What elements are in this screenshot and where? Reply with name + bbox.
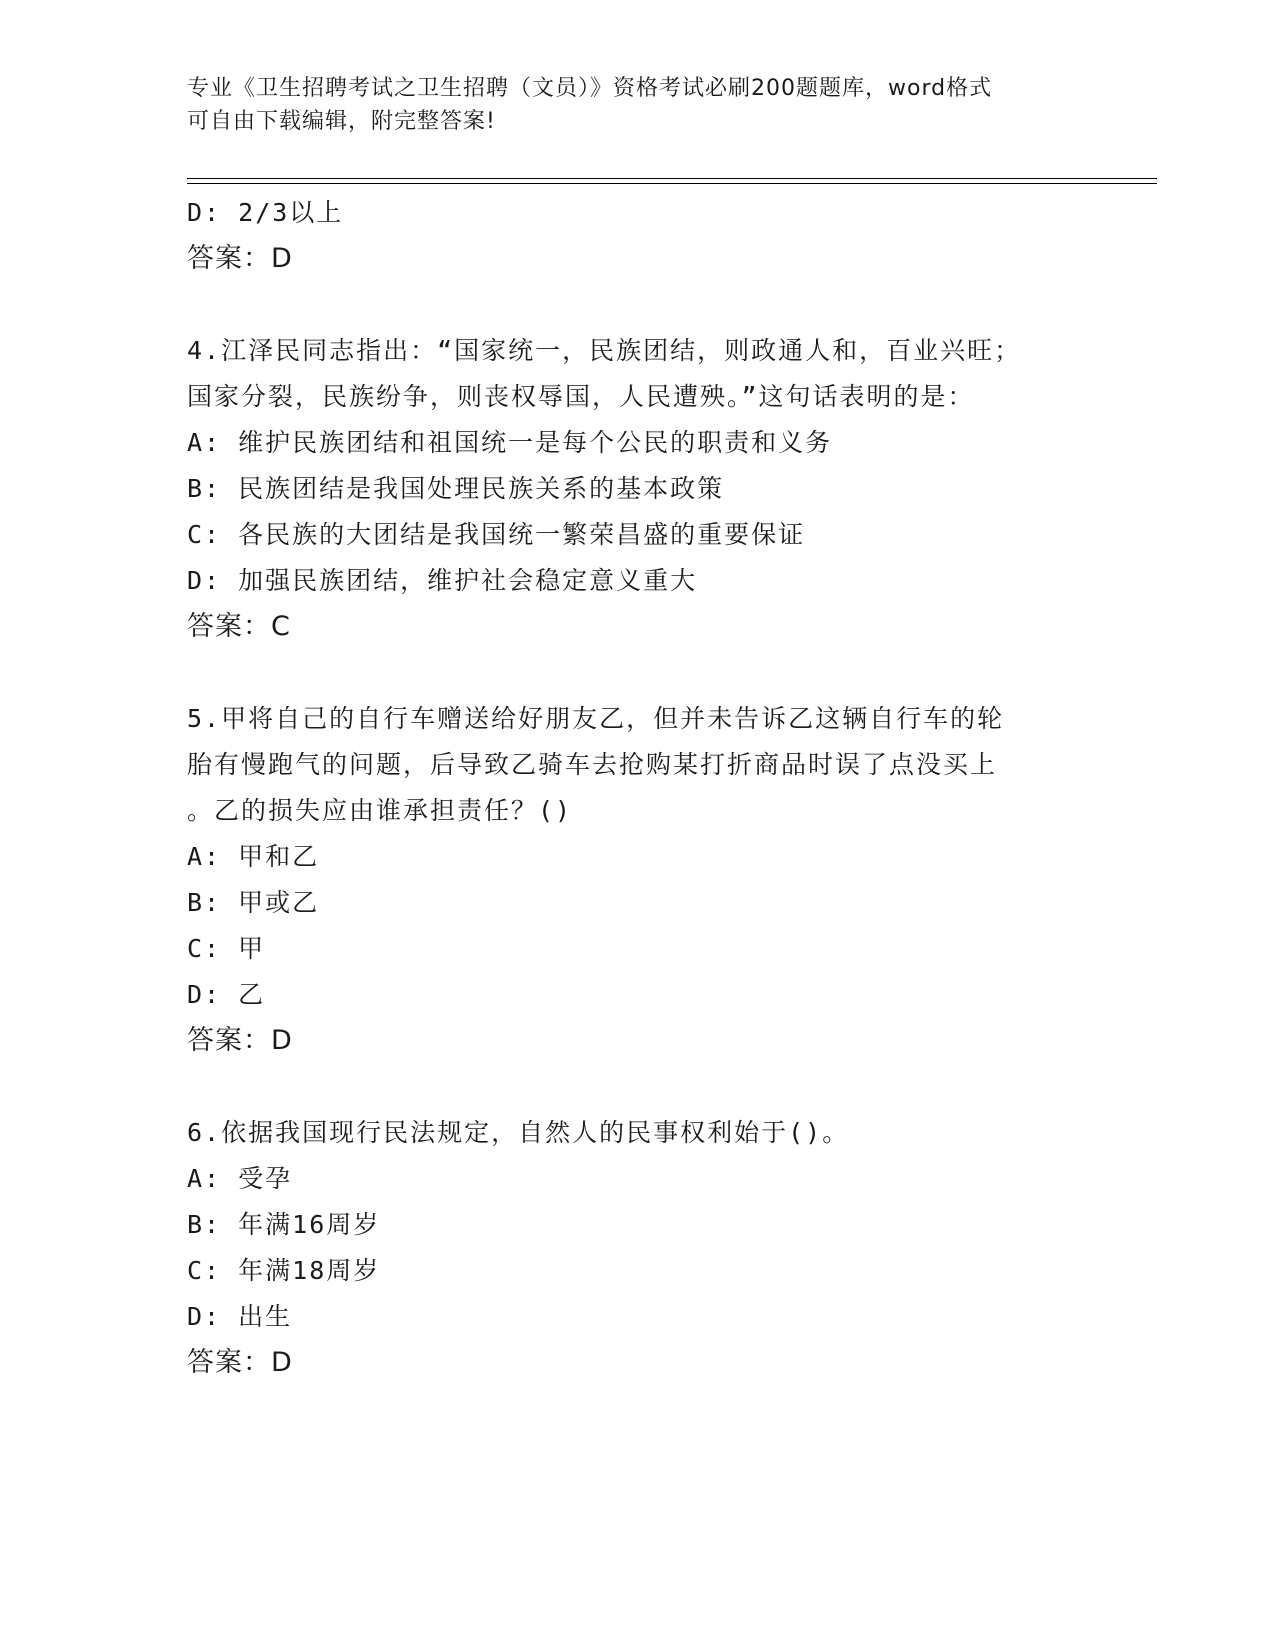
header-line-2: 可自由下载编辑，附完整答案! (187, 109, 496, 134)
q5-answer: 答案：D (187, 1025, 293, 1056)
q5-stem-line-1: 5.甲将自己的自行车赠送给好朋友乙，但并未告诉乙这辆自行车的轮 (187, 704, 1005, 733)
spacer (187, 1064, 1167, 1110)
header-divider-bottom (187, 183, 1157, 184)
q4-stem-line-2: 国家分裂，民族纷争，则丧权辱国，人民遭殃。”这句话表明的是： (187, 382, 975, 411)
page-header (187, 72, 1087, 138)
header-line-1: 专业《卫生招聘考试之卫生招聘（文员）》资格考试必刷200题题库，word格式 (187, 76, 993, 101)
q6-stem-line-1: 6.依据我国现行民法规定，自然人的民事权利始于()。 (187, 1118, 850, 1147)
header-divider-top (187, 178, 1157, 179)
q4-stem-line-1: 4.江泽民同志指出：“国家统一，民族团结，则政通人和，百业兴旺； (187, 336, 1022, 365)
q6-answer: 答案：D (187, 1347, 293, 1378)
q4-option-b: B: 民族团结是我国处理民族关系的基本政策 (187, 474, 725, 503)
q4-option-c: C: 各民族的大团结是我国统一繁荣昌盛的重要保证 (187, 520, 806, 549)
prev-answer: 答案：D (187, 243, 293, 274)
spacer (187, 282, 1167, 328)
q5-option-c: C: 甲 (187, 934, 266, 963)
q5-stem-line-2: 胎有慢跑气的问题，后导致乙骑车去抢购某打折商品时误了点没买上 (187, 750, 998, 779)
spacer (187, 650, 1167, 696)
q6-option-b: B: 年满16周岁 (187, 1210, 381, 1239)
q4-answer: 答案：C (187, 611, 291, 642)
q6-option-d: D: 出生 (187, 1302, 293, 1331)
q5-option-d: D: 乙 (187, 980, 266, 1009)
question-content (187, 190, 1167, 1386)
q6-option-c: C: 年满18周岁 (187, 1256, 381, 1285)
q5-option-b: B: 甲或乙 (187, 888, 320, 917)
q6-option-a: A: 受孕 (187, 1164, 293, 1193)
q5-option-a: A: 甲和乙 (187, 842, 320, 871)
prev-option-d: D: 2/3以上 (187, 198, 344, 227)
q4-option-d: D: 加强民族团结，维护社会稳定意义重大 (187, 566, 698, 595)
q4-option-a: A: 维护民族团结和祖国统一是每个公民的职责和义务 (187, 428, 833, 457)
q5-stem-line-3: 。乙的损失应由谁承担责任？() (187, 796, 573, 825)
